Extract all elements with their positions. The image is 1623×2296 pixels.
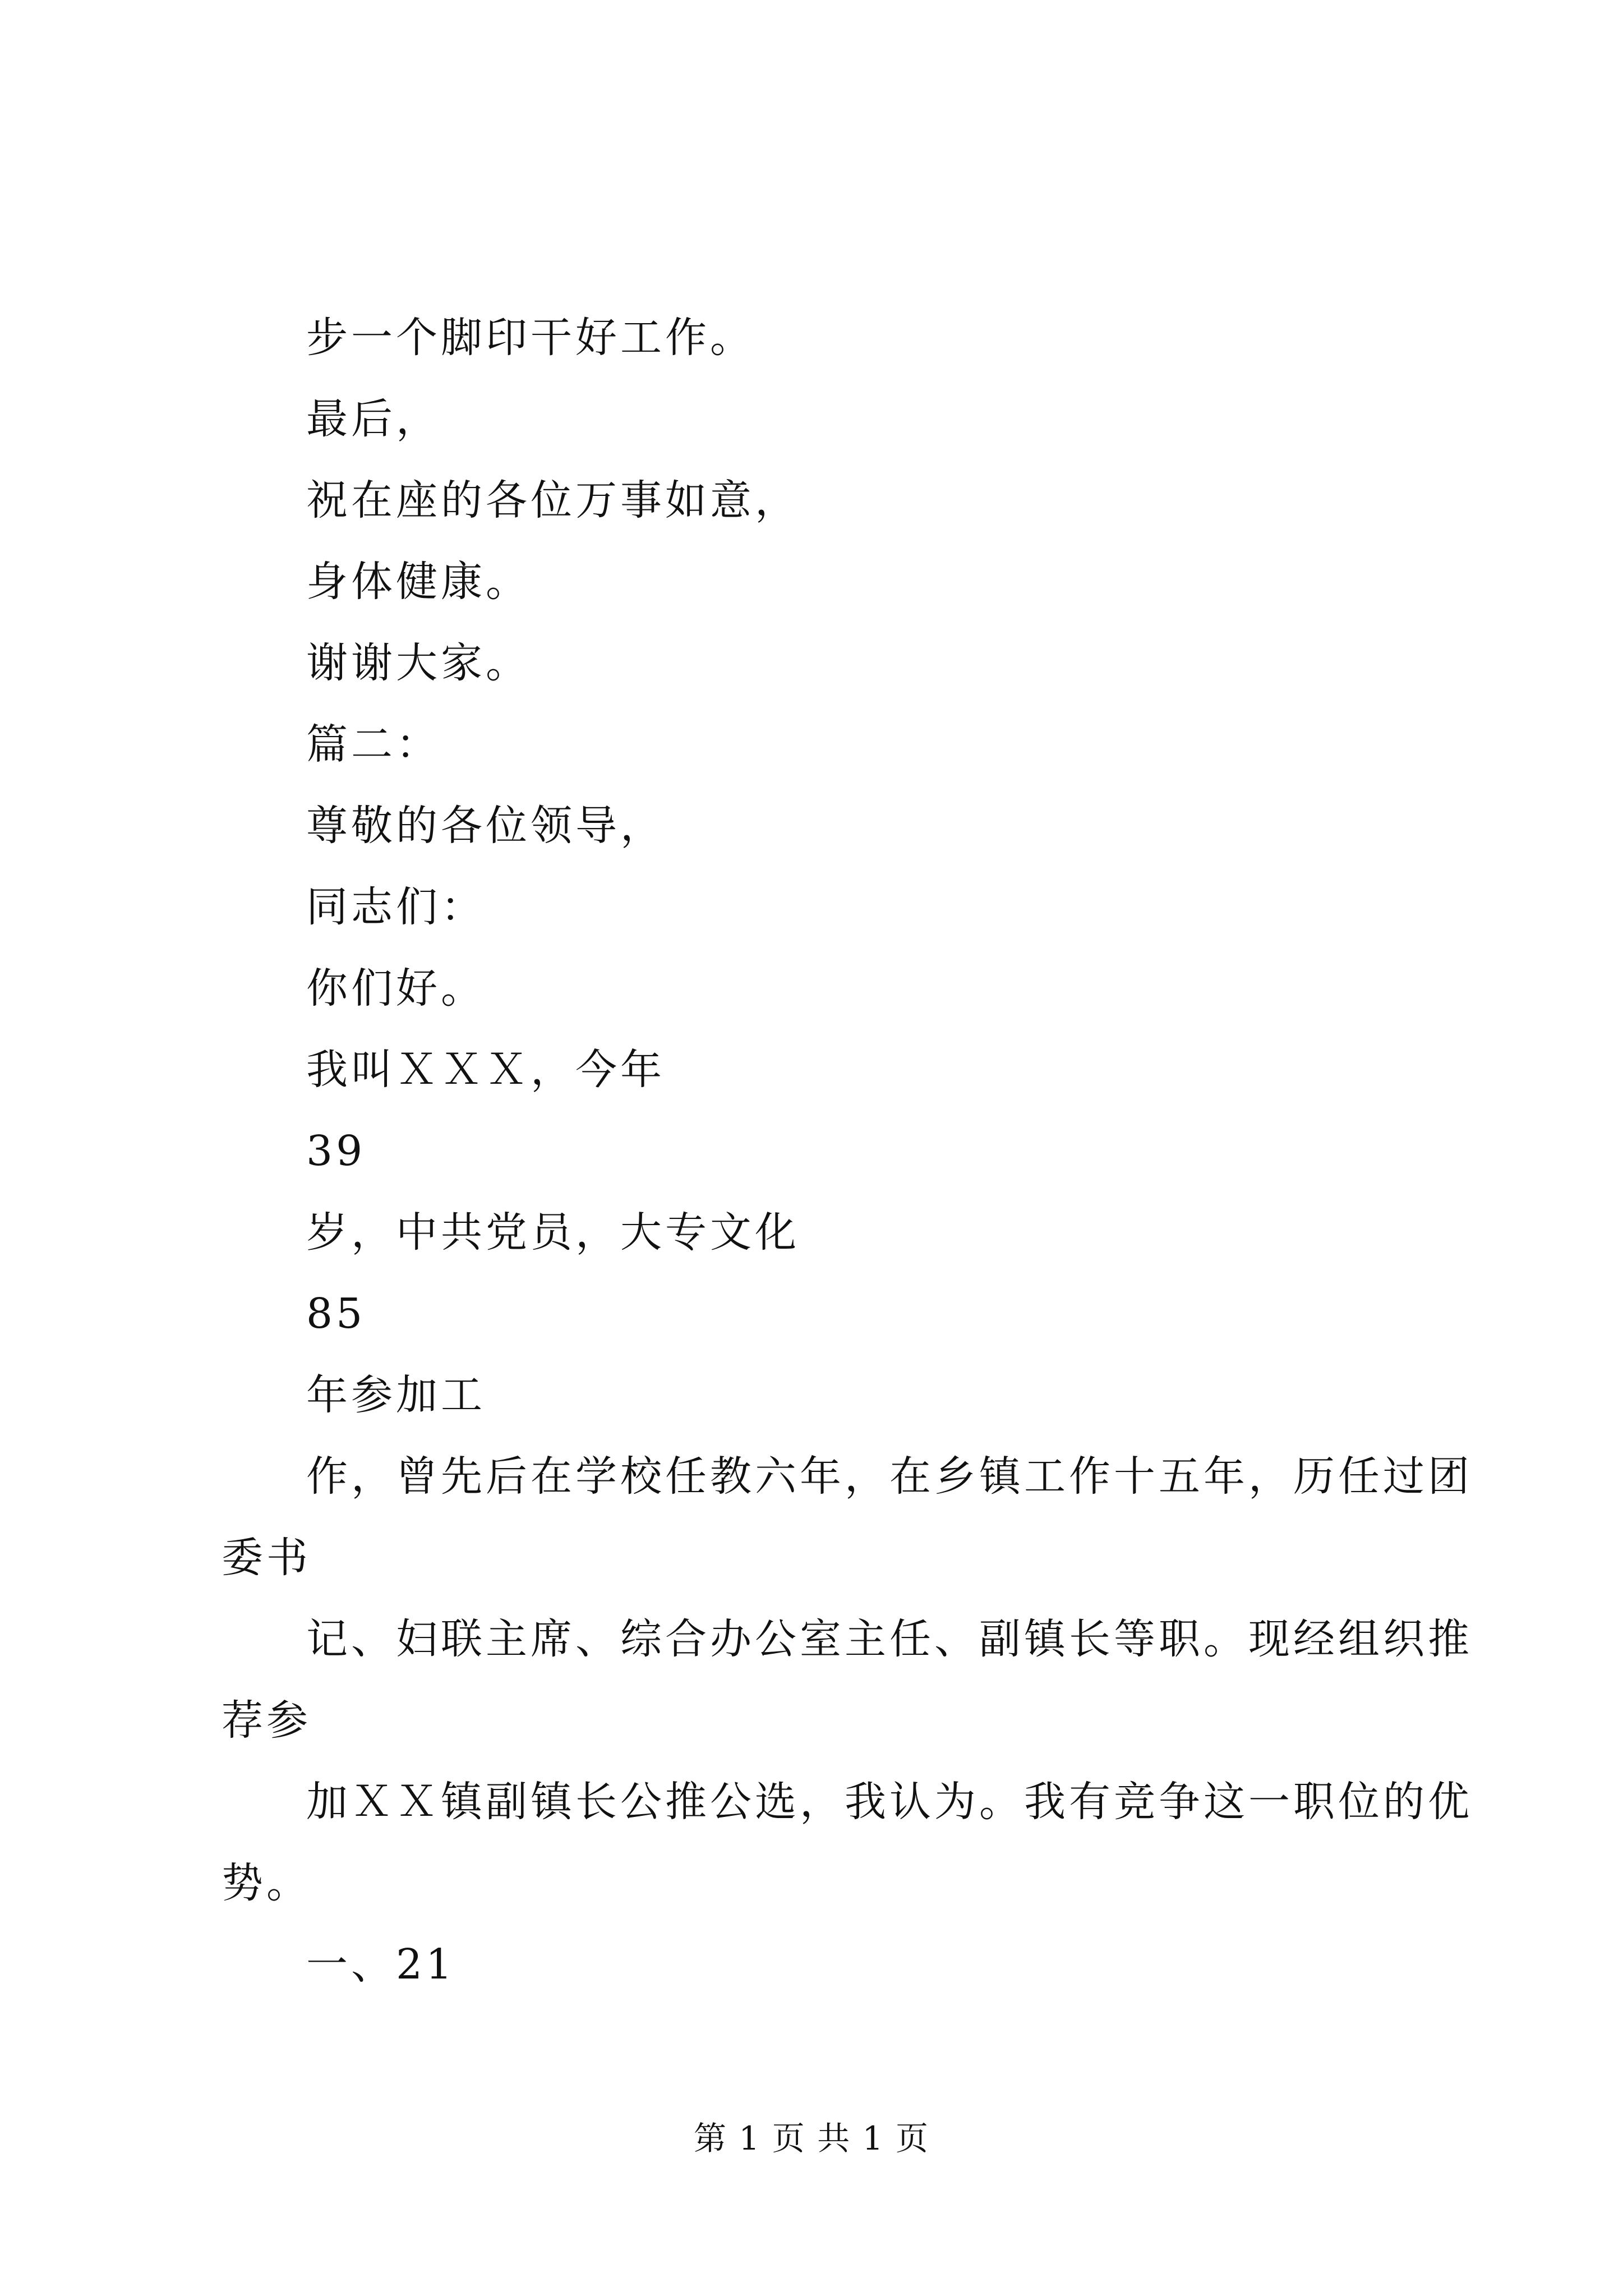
text-line: 身体健康。: [306, 558, 531, 606]
text-line: 最后，: [306, 395, 441, 443]
text-line: 祝在座的各位万事如意，: [306, 476, 800, 524]
text-line: 一、21: [306, 1940, 456, 1989]
text-line: 作，曾先后在学校任教六年，在乡镇工作十五年，历任过团: [306, 1452, 1473, 1501]
text-line: 尊敬的各位领导，: [306, 802, 665, 850]
text-line: 步一个脚印干好工作。: [306, 314, 755, 362]
text-line: 加ＸＸ镇副镇长公推公选，我认为。我有竞争这一职位的优: [306, 1778, 1473, 1826]
text-line: 你们好。: [306, 964, 486, 1013]
text-line: 岁，中共党员，大专文化: [306, 1208, 800, 1257]
text-line: 39: [306, 1127, 366, 1175]
text-line: 记、妇联主席、综合办公室主任、副镇长等职。现经组织推: [306, 1615, 1473, 1663]
section-heading: 篇二：: [306, 720, 441, 769]
text-line: 荐参: [222, 1696, 311, 1745]
text-line: 85: [306, 1290, 366, 1338]
page-number-footer: 第 1 页 共 1 页: [694, 2119, 929, 2157]
text-line: 年参加工: [306, 1371, 486, 1419]
text-line: 委书: [222, 1534, 311, 1582]
text-line: 我叫ＸＸＸ，今年: [306, 1046, 665, 1094]
text-line: 势。: [222, 1859, 311, 1907]
text-line: 同志们：: [306, 883, 486, 931]
text-line: 谢谢大家。: [306, 639, 531, 687]
